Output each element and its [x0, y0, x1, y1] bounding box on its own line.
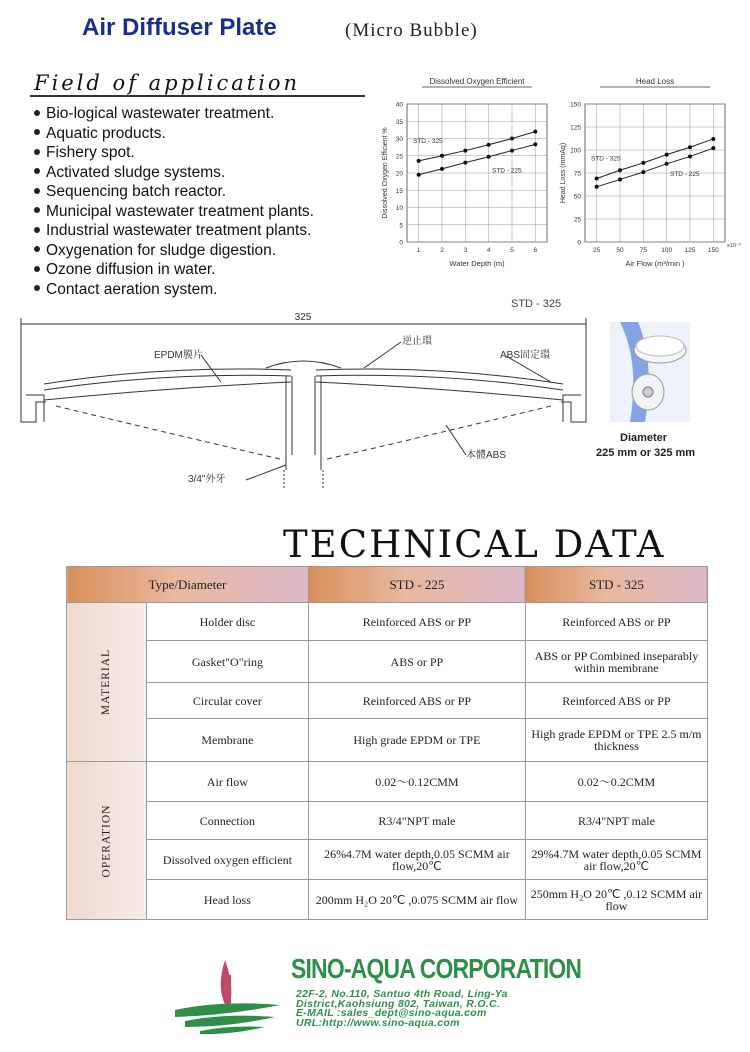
data-point — [533, 130, 537, 134]
data-point — [463, 161, 467, 165]
company-name: SINO-AQUA CORPORATION — [291, 953, 582, 984]
application-item: Activated sludge systems. — [32, 163, 314, 183]
head-loss-chart — [555, 72, 745, 282]
do-efficiency-chart — [380, 72, 565, 282]
data-point — [641, 161, 645, 165]
y-tick-label: 30 — [395, 136, 403, 143]
photo-caption-size: 225 mm or 325 mm — [596, 447, 696, 459]
series-line — [419, 132, 536, 161]
data-point — [440, 154, 444, 158]
y-tick-label: 40 — [395, 101, 403, 109]
bullet-icon — [34, 149, 40, 155]
table-row: Circular cover Reinforced ABS or PP Reinforced ABS or PP — [67, 683, 708, 719]
dimension-label: 325 — [294, 312, 312, 323]
y-axis-label: Head Loss (mmAq) — [560, 142, 567, 204]
x-tick-label: 2 — [440, 247, 444, 254]
abs-ring-label: ABS固定環 — [500, 350, 551, 361]
page-subtitle: (Micro Bubble) — [345, 20, 478, 41]
x-tick-label: 100 — [661, 247, 673, 254]
bullet-icon — [34, 110, 40, 116]
header-std225: STD - 225 — [308, 567, 525, 603]
application-item: Ozone diffusion in water. — [32, 260, 314, 280]
x-tick-label: 1 — [416, 247, 421, 254]
data-point — [463, 149, 467, 153]
check-ring-label: 逆止環 — [402, 336, 432, 347]
bullet-icon — [34, 246, 40, 252]
application-item: Oxygenation for sludge digestion. — [32, 241, 314, 261]
company-address: 22F-2, No.110, Santuo 4th Road, Ling-Ya District,Kaohsiung 802, Taiwan, R.O.C. E-MAIL :sales_dept@sino-aqua.com URL:http://www.sino-aqua.com — [296, 988, 508, 1029]
application-item: Fishery spot. — [32, 143, 314, 163]
operation-group: OPERATION — [67, 762, 147, 920]
table-row: MATERIAL Holder disc Reinforced ABS or PP Reinforced ABS or PP — [67, 603, 708, 641]
y-tick-label: 25 — [573, 216, 581, 224]
application-item: Bio-logical wastewater treatment. — [32, 104, 314, 124]
y-tick-label: 5 — [399, 222, 403, 230]
y-tick-label: 75 — [573, 170, 581, 178]
photo-caption: Diameter — [620, 432, 668, 444]
bullet-icon — [34, 168, 40, 174]
data-point — [487, 155, 491, 159]
data-point — [533, 142, 537, 146]
x-axis-label: Water Depth (m) — [449, 259, 505, 268]
table-header-row — [67, 567, 708, 603]
header-std325: STD - 325 — [525, 567, 707, 603]
y-tick-label: 0 — [577, 239, 581, 247]
series-label: STD - 225 — [670, 171, 700, 179]
data-point — [510, 137, 514, 141]
bullet-icon — [34, 227, 40, 233]
data-point — [641, 170, 645, 174]
table-row: Dissolved oxygen efficient 26%4.7M water depth,0.05 SCMM air flow,20℃ 29%4.7M water depth,0.05 SCMM air flow,20℃ — [67, 840, 708, 880]
data-point — [711, 146, 715, 150]
chart-title: Dissolved Oxygen Efficient — [429, 77, 525, 86]
data-point — [665, 153, 669, 157]
bullet-icon — [34, 188, 40, 194]
application-item: Industrial wastewater treatment plants. — [32, 221, 314, 241]
y-tick-label: 0 — [399, 239, 403, 247]
bullet-icon — [34, 207, 40, 213]
data-point — [510, 149, 514, 153]
material-group: MATERIAL — [67, 603, 147, 762]
table-row: Gasket"O"ring ABS or PP ABS or PP Combined inseparably within membrane — [67, 641, 708, 683]
y-tick-label: 125 — [570, 124, 581, 132]
y-tick-label: 150 — [570, 101, 581, 109]
x-tick-label: 125 — [684, 247, 696, 254]
data-point — [688, 154, 692, 158]
field-heading-underline — [30, 95, 365, 97]
x-tick-label: 3 — [463, 247, 468, 254]
drawing-model-label: STD - 325 — [511, 298, 562, 310]
chart-title: Head Loss — [635, 77, 675, 86]
data-point — [440, 167, 444, 171]
page-title: Air Diffuser Plate — [82, 14, 277, 41]
data-point — [487, 143, 491, 147]
data-point — [711, 137, 715, 141]
y-tick-label: 25 — [395, 153, 403, 161]
x-tick-label: 150 — [707, 247, 719, 254]
bullet-icon — [34, 285, 40, 291]
y-tick-label: 20 — [395, 170, 403, 178]
table-row: Head loss 200mm H₂O 20℃ ,0.075 SCMM air flow 250mm H₂O 20℃ ,0.12 SCMM air flow — [67, 880, 708, 920]
data-point — [595, 185, 599, 189]
series-line — [597, 148, 714, 187]
field-heading: Field of application — [34, 71, 301, 95]
series-label: STD - 225 — [492, 167, 522, 175]
y-tick-label: 15 — [395, 187, 403, 195]
cross-section-drawing — [16, 310, 596, 490]
bullet-icon — [34, 129, 40, 135]
application-item: Municipal wastewater treatment plants. — [32, 202, 314, 222]
technical-data-title: TECHNICAL DATA — [283, 523, 666, 566]
url-link[interactable]: URL:http://www.sino-aqua.com — [296, 1016, 460, 1029]
table-row: Membrane High grade EPDM or TPE High grade EPDM or TPE 2.5 m/m thickness — [67, 719, 708, 762]
application-item: Sequencing batch reactor. — [32, 182, 314, 202]
y-tick-label: 100 — [570, 147, 581, 155]
x-tick-label: 6 — [533, 247, 538, 254]
x-tick-label: 75 — [639, 247, 647, 254]
data-point — [665, 162, 669, 166]
thread-label: 3/4"外牙 — [188, 474, 226, 485]
data-point — [595, 177, 599, 181]
series-label: STD - 325 — [591, 155, 621, 163]
table-row: Connection R3/4"NPT male R3/4"NPT male — [67, 802, 708, 840]
data-point — [688, 145, 692, 149]
body-label: 本體ABS — [466, 450, 507, 461]
x-tick-label: 4 — [486, 247, 491, 254]
data-point — [618, 168, 622, 172]
x-axis-label: Air Flow (m³/min ) — [625, 259, 685, 268]
product-photo — [610, 322, 690, 422]
company-logo — [170, 955, 285, 1035]
y-tick-label: 35 — [395, 118, 403, 126]
application-list — [32, 104, 314, 299]
data-point — [417, 173, 421, 177]
x-tick-label: 5 — [510, 247, 514, 254]
data-point — [417, 159, 421, 163]
epdm-label: EPDM膜片 — [154, 350, 203, 361]
table-row: OPERATION Air flow 0.02～0.12CMM 0.02～0.2CMM — [67, 762, 708, 802]
technical-data-table — [66, 566, 708, 920]
email-link[interactable]: E-MAIL :sales_dept@sino-aqua.com — [296, 1007, 487, 1019]
x-tick-multiplier: x10⁻³ — [727, 243, 741, 249]
y-axis-label: Dissolved Oxygen Efficient % — [382, 127, 389, 219]
x-tick-label: 50 — [616, 247, 624, 254]
y-tick-label: 10 — [395, 205, 403, 212]
application-item: Aquatic products. — [32, 124, 314, 144]
header-type: Type/Diameter — [67, 567, 309, 603]
application-item: Contact aeration system. — [32, 280, 314, 300]
y-tick-label: 50 — [573, 193, 581, 201]
bullet-icon — [34, 266, 40, 272]
x-tick-label: 25 — [593, 247, 601, 254]
data-point — [618, 177, 622, 181]
series-label: STD - 325 — [413, 137, 443, 145]
